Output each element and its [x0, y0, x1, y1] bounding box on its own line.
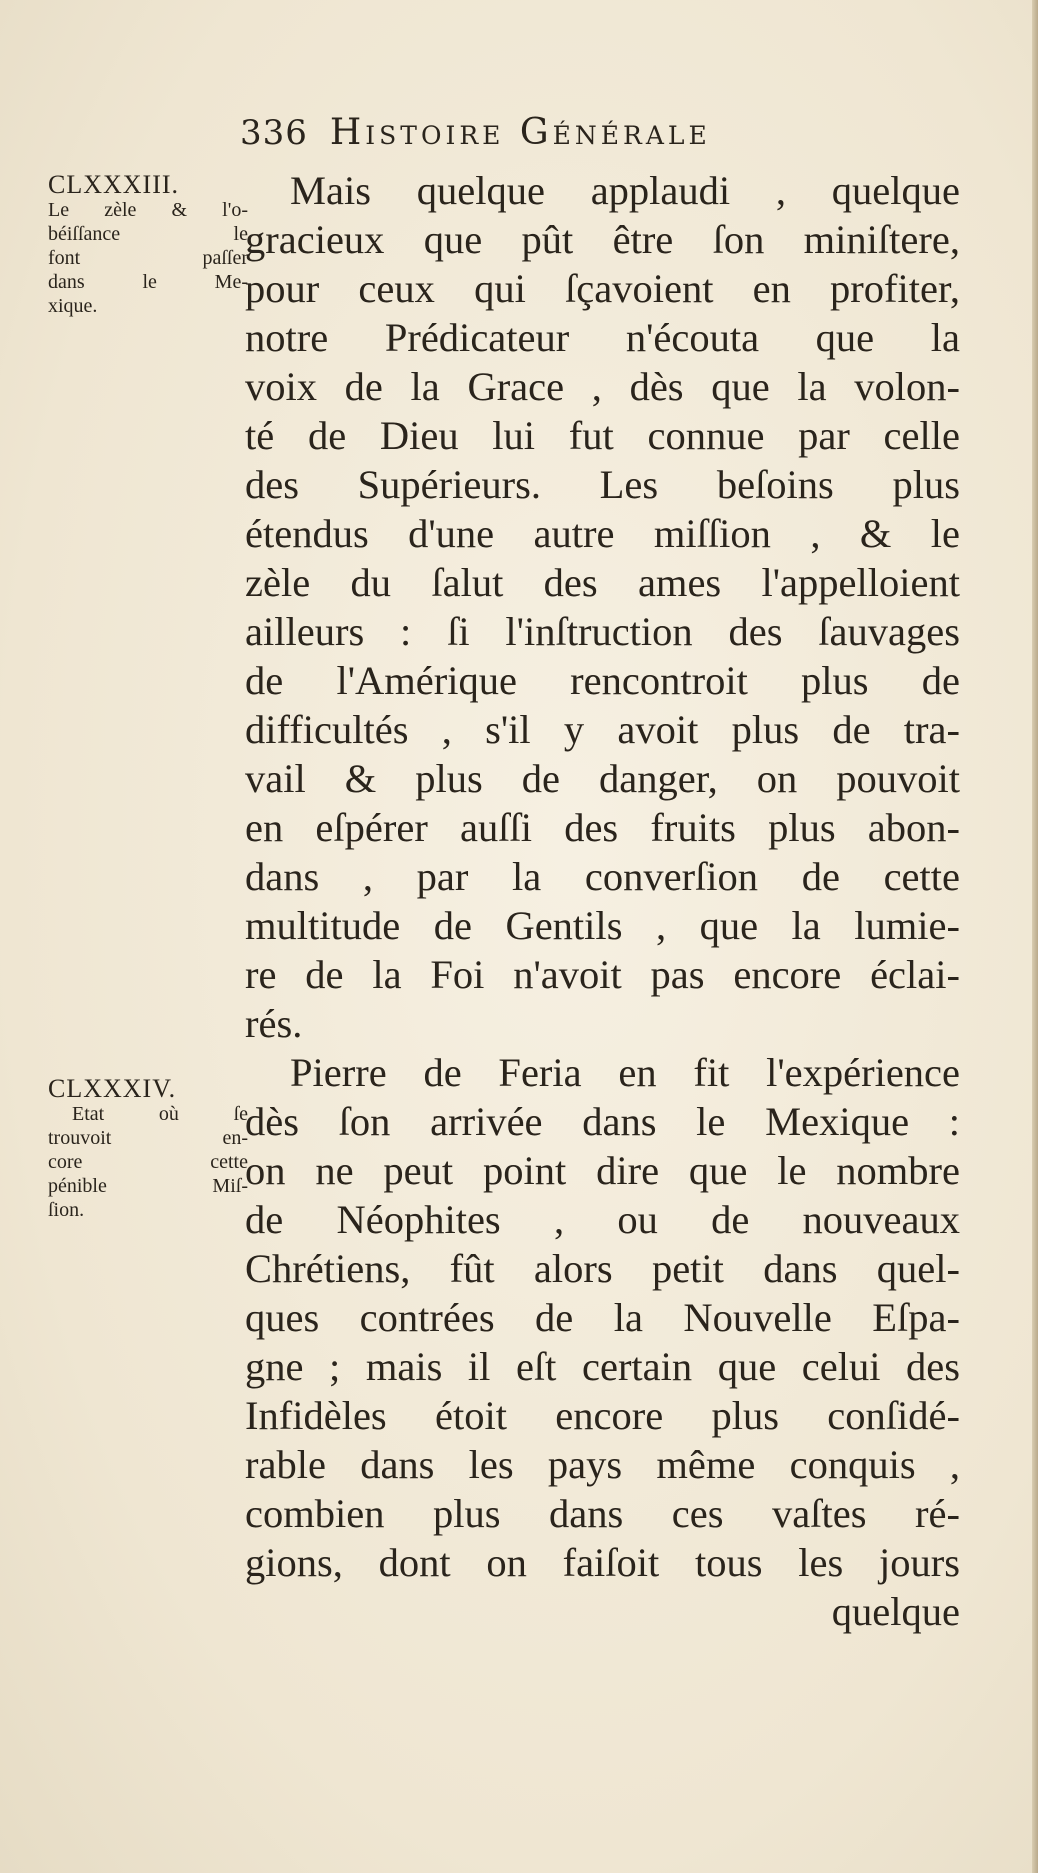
text-line: zèle du ſalut des ames l'appelloient — [245, 560, 960, 605]
text-line: gions, dont on faiſoit tous les jours — [245, 1540, 960, 1585]
text-line: dès ſon arrivée dans le Mexique : — [245, 1099, 960, 1144]
text-line: combien plus dans ces vaſtes ré- — [245, 1491, 960, 1536]
margin-note-number: CLXXXIV. — [48, 1074, 177, 1103]
margin-note-line: Le zèle & l'o- — [48, 199, 248, 221]
running-title: Histoire Générale — [329, 112, 711, 153]
text-line: multitude de Gentils , que la lumie- — [245, 903, 960, 948]
margin-note-line: trouvoit en- — [48, 1127, 248, 1149]
text-line: pour ceux qui ſçavoient en profiter, — [245, 266, 960, 311]
text-line: notre Prédicateur n'écouta que la — [245, 315, 960, 360]
margin-note-line: pénible Miſ- — [48, 1175, 248, 1197]
text-line: étendus d'une autre miſſion , & le — [245, 511, 960, 556]
page-number: 336 — [240, 113, 308, 153]
text-line: gne ; mais il eſt certain que celui des — [245, 1344, 960, 1389]
text-line: Pierre de Feria en fit l'expérience — [290, 1050, 960, 1095]
text-line: Mais quelque applaudi , quelque — [290, 168, 960, 213]
text-line: gracieux que pût être ſon miniſtere, — [245, 217, 960, 262]
text-line: vail & plus de danger, on pouvoit — [245, 756, 960, 801]
text-line: de Néophites , ou de nouveaux — [245, 1197, 960, 1242]
margin-note-line: Etat où ſe — [72, 1103, 248, 1125]
margin-note-line: xique. — [48, 295, 98, 317]
margin-note-line: core cette — [48, 1151, 248, 1173]
text-line: Infidèles étoit encore plus conſidé- — [245, 1393, 960, 1438]
text-line: des Supérieurs. Les beſoins plus — [245, 462, 960, 507]
text-line: en eſpérer auſſi des fruits plus abon- — [245, 805, 960, 850]
text-line: de l'Amérique rencontroit plus de — [245, 658, 960, 703]
catchword: quelque — [831, 1589, 960, 1634]
text-line: rés. — [245, 1001, 303, 1046]
text-line: ques contrées de la Nouvelle Eſpa- — [245, 1295, 960, 1340]
margin-note-184 — [48, 1076, 248, 1222]
text-line: dans , par la converſion de cette — [245, 854, 960, 899]
text-line: re de la Foi n'avoit pas encore éclai- — [245, 952, 960, 997]
margin-note-line: béiſſance le — [48, 223, 248, 245]
text-line: on ne peut point dire que le nombre — [245, 1148, 960, 1193]
text-line: difficultés , s'il y avoit plus de tra- — [245, 707, 960, 752]
text-line: ailleurs : ſi l'inſtruction des ſauvages — [245, 609, 960, 654]
text-line: rable dans les pays même conquis , — [245, 1442, 960, 1487]
text-line: té de Dieu lui fut connue par celle — [245, 413, 960, 458]
margin-note-183 — [48, 172, 248, 318]
body-text — [245, 166, 960, 1636]
margin-note-line: dans le Me- — [48, 271, 248, 293]
margin-note-line: font paſſer — [48, 247, 248, 269]
page-edge — [1032, 0, 1038, 1873]
margin-note-line: ſion. — [48, 1199, 85, 1221]
running-header — [240, 112, 900, 162]
margin-note-number: CLXXXIII. — [48, 170, 180, 199]
text-line: Chrétiens, fût alors petit dans quel- — [245, 1246, 960, 1291]
text-line: voix de la Grace , dès que la volon- — [245, 364, 960, 409]
